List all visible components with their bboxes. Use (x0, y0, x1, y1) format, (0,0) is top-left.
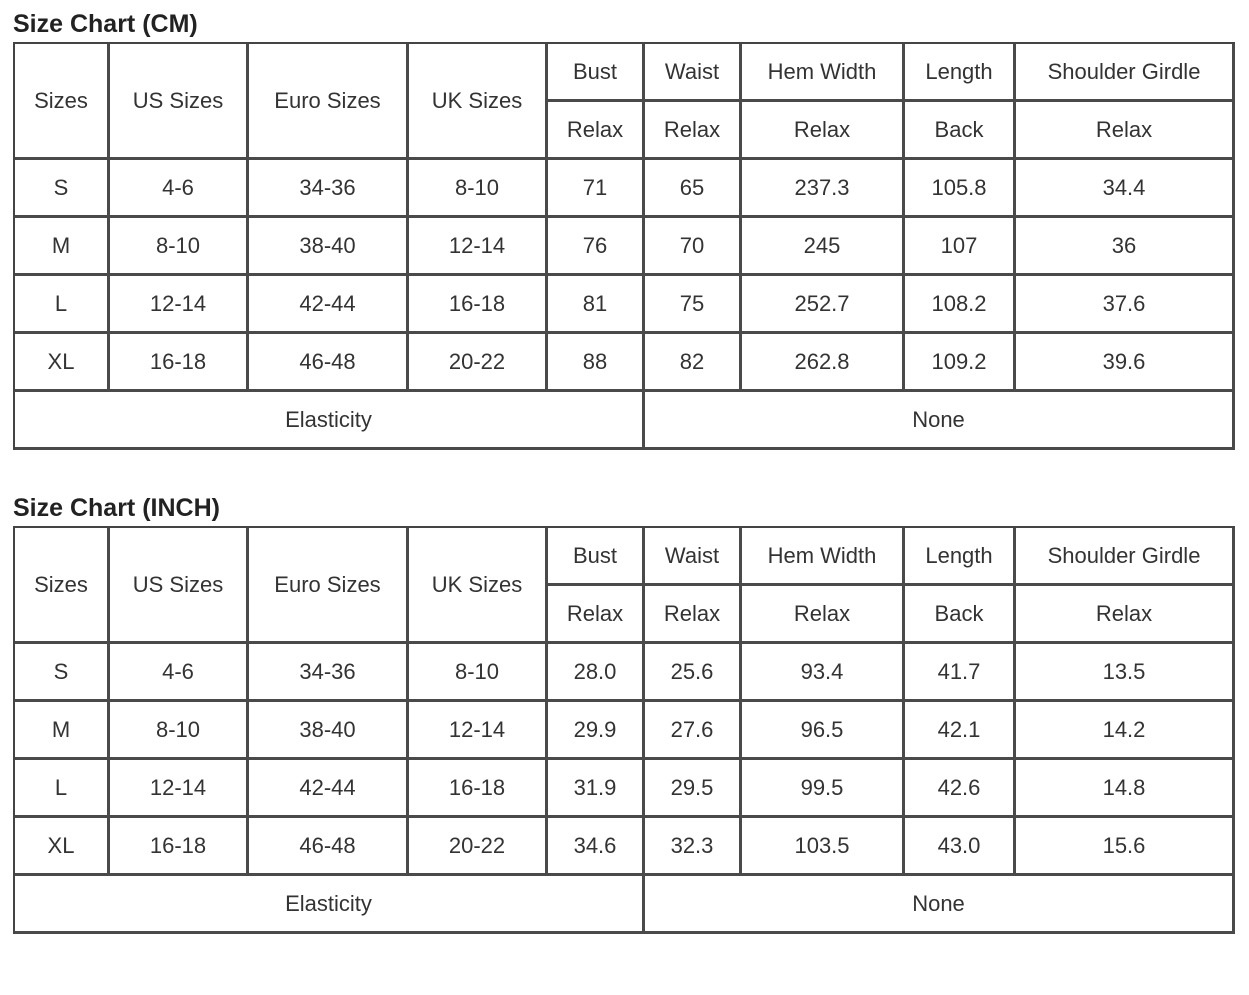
table-cell: 15.6 (1016, 818, 1235, 876)
table-cell: 237.3 (742, 160, 905, 218)
table-cell: 4-6 (110, 160, 249, 218)
table-cell: 34-36 (249, 160, 409, 218)
table-cell: 103.5 (742, 818, 905, 876)
table-cell: 42.1 (905, 702, 1016, 760)
table-cell: 42.6 (905, 760, 1016, 818)
table-cell: 99.5 (742, 760, 905, 818)
column-header: Length (905, 44, 1016, 102)
column-subheader: Relax (645, 586, 742, 644)
table-cell: 41.7 (905, 644, 1016, 702)
table-cell: 4-6 (110, 644, 249, 702)
table-row (15, 160, 1235, 218)
elasticity-row (15, 392, 1235, 450)
table-row (15, 276, 1235, 334)
table-cell: 42-44 (249, 276, 409, 334)
column-header: Waist (645, 528, 742, 586)
table-cell: XL (15, 334, 110, 392)
table-row (15, 702, 1235, 760)
table-row (15, 334, 1235, 392)
elasticity-label: Elasticity (15, 876, 645, 934)
column-header: Length (905, 528, 1016, 586)
column-subheader: Relax (742, 102, 905, 160)
table-cell: 20-22 (409, 334, 548, 392)
table-cell: 32.3 (645, 818, 742, 876)
column-header: Waist (645, 44, 742, 102)
table-cell: 71 (548, 160, 645, 218)
table-cell: 12-14 (110, 760, 249, 818)
table-cell: 16-18 (110, 334, 249, 392)
table-cell: 88 (548, 334, 645, 392)
column-subheader: Back (905, 586, 1016, 644)
table-cell: 16-18 (409, 276, 548, 334)
column-header: Bust (548, 44, 645, 102)
table-cell: 107 (905, 218, 1016, 276)
table-cell: XL (15, 818, 110, 876)
table-cell: S (15, 644, 110, 702)
table-row (15, 818, 1235, 876)
table-cell: 46-48 (249, 334, 409, 392)
table-cell: 245 (742, 218, 905, 276)
table-row (15, 760, 1235, 818)
column-header: Shoulder Girdle (1016, 528, 1235, 586)
table-cell: 34-36 (249, 644, 409, 702)
table-cell: 262.8 (742, 334, 905, 392)
table-cell: 75 (645, 276, 742, 334)
table-cell: 42-44 (249, 760, 409, 818)
size-chart-inch-title: Size Chart (INCH) (13, 494, 220, 522)
size-chart-cm-title: Size Chart (CM) (13, 10, 198, 38)
table-row (15, 218, 1235, 276)
table-cell: 38-40 (249, 702, 409, 760)
table-cell: 37.6 (1016, 276, 1235, 334)
table-cell: 96.5 (742, 702, 905, 760)
table-cell: 31.9 (548, 760, 645, 818)
column-header: Shoulder Girdle (1016, 44, 1235, 102)
table-cell: 34.6 (548, 818, 645, 876)
table-cell: 12-14 (409, 702, 548, 760)
table-cell: 28.0 (548, 644, 645, 702)
column-subheader: Relax (645, 102, 742, 160)
column-header: Sizes (15, 44, 110, 160)
column-header: Hem Width (742, 528, 905, 586)
table-cell: 252.7 (742, 276, 905, 334)
table-cell: 108.2 (905, 276, 1016, 334)
table-cell: 8-10 (110, 702, 249, 760)
table-cell: 12-14 (409, 218, 548, 276)
table-cell: M (15, 218, 110, 276)
table-cell: 8-10 (110, 218, 249, 276)
table-cell: 36 (1016, 218, 1235, 276)
table-cell: L (15, 760, 110, 818)
column-header: UK Sizes (409, 528, 548, 644)
table-row (15, 644, 1235, 702)
table-cell: 81 (548, 276, 645, 334)
column-header: Hem Width (742, 44, 905, 102)
table-cell: 12-14 (110, 276, 249, 334)
elasticity-value: None (645, 392, 1235, 450)
column-header: Euro Sizes (249, 528, 409, 644)
column-header: Bust (548, 528, 645, 586)
column-subheader: Relax (548, 586, 645, 644)
size-chart-cm-table (13, 42, 1235, 450)
elasticity-row (15, 876, 1235, 934)
table-cell: 14.8 (1016, 760, 1235, 818)
table-cell: 20-22 (409, 818, 548, 876)
table-cell: 16-18 (110, 818, 249, 876)
table-cell: 105.8 (905, 160, 1016, 218)
column-subheader: Relax (1016, 102, 1235, 160)
table-cell: L (15, 276, 110, 334)
table-cell: 109.2 (905, 334, 1016, 392)
column-header: Euro Sizes (249, 44, 409, 160)
column-header: US Sizes (110, 528, 249, 644)
column-header: US Sizes (110, 44, 249, 160)
table-cell: 34.4 (1016, 160, 1235, 218)
table-cell: 8-10 (409, 644, 548, 702)
elasticity-value: None (645, 876, 1235, 934)
table-cell: 14.2 (1016, 702, 1235, 760)
table-cell: 65 (645, 160, 742, 218)
size-chart-inch-table (13, 526, 1235, 934)
table-cell: 46-48 (249, 818, 409, 876)
column-header: Sizes (15, 528, 110, 644)
table-cell: S (15, 160, 110, 218)
table-cell: 43.0 (905, 818, 1016, 876)
column-header: UK Sizes (409, 44, 548, 160)
table-cell: 39.6 (1016, 334, 1235, 392)
table-cell: M (15, 702, 110, 760)
header-row (15, 528, 1235, 586)
table-cell: 16-18 (409, 760, 548, 818)
table-cell: 76 (548, 218, 645, 276)
column-subheader: Relax (548, 102, 645, 160)
table-cell: 70 (645, 218, 742, 276)
table-cell: 29.9 (548, 702, 645, 760)
table-cell: 8-10 (409, 160, 548, 218)
table-cell: 27.6 (645, 702, 742, 760)
header-row (15, 44, 1235, 102)
table-cell: 38-40 (249, 218, 409, 276)
elasticity-label: Elasticity (15, 392, 645, 450)
column-subheader: Relax (742, 586, 905, 644)
table-cell: 25.6 (645, 644, 742, 702)
table-cell: 82 (645, 334, 742, 392)
table-cell: 29.5 (645, 760, 742, 818)
column-subheader: Relax (1016, 586, 1235, 644)
table-cell: 13.5 (1016, 644, 1235, 702)
table-cell: 93.4 (742, 644, 905, 702)
column-subheader: Back (905, 102, 1016, 160)
